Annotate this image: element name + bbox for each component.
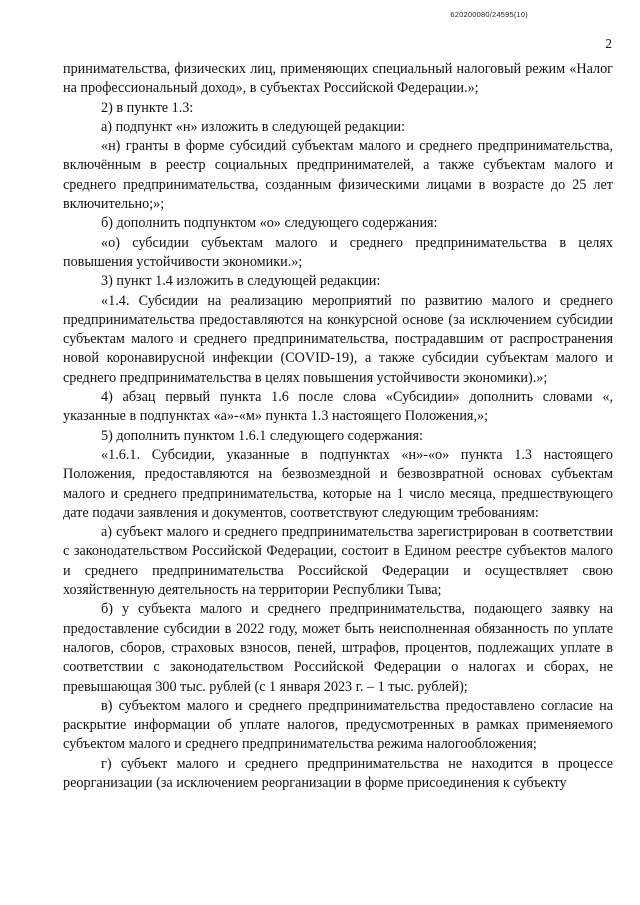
paragraph-subitem-b: б) дополнить подпунктом «о» следующего содержания: — [101, 215, 438, 232]
paragraph-clause-1-6-1: «1.6.1. Субсидии, указанные в подпунктах «н»-«о» пункта 1.3 настоящего Положения, предоставляются на безвозмездной и безвозвратной основах субъектам малого и среднего предпринимательства, которые на 1 число месяца, предшествующего дате подачи заявления и документов, соответствуют следующим требованиям: — [63, 446, 613, 521]
page-number: 2 — [605, 36, 612, 51]
paragraph-subpoint-n: «н) гранты в форме субсидий субъектам малого и среднего предпринимательства, включённым в реестр социальных предпринимателей, а также субъектам малого и среднего предпринимательства, созданным физическими лицами в возрасте до 25 лет включительно;»; — [63, 138, 613, 213]
paragraph-requirement-a: а) субъект малого и среднего предпринимательства зарегистрирован в соответствии с законодательством Российской Федерации, состоит в Едином реестре субъектов малого и среднего предпринимательства Российской Федерации и осуществляет свою хозяйственную деятельность на территории Республики Тыва; — [63, 524, 613, 599]
paragraph-subpoint-o: «о) субсидии субъектам малого и среднего предпринимательства в целях повышения устойчивости экономики.»; — [63, 234, 613, 270]
paragraph-continuation: принимательства, физических лиц, применяющих специальный налоговый режим «Налог на профессиональный доход», в субъектах Российской Федерации.»; — [63, 61, 613, 97]
paragraph-requirement-b: б) у субъекта малого и среднего предпринимательства, подающего заявку на предоставление субсидии в 2022 году, может быть неисполненная обязанность по уплате налогов, сборов, страховых взносов, пеней, штрафов, процентов, подлежащих уплате в соответствии с законодательством Российской Федерации о налогах и сборах, не превышающая 300 тыс. рублей (с 1 января 2023 г. – 1 тыс. рублей); — [63, 601, 613, 695]
document-body — [63, 60, 613, 793]
paragraph-item-5: 5) дополнить пунктом 1.6.1 следующего содержания: — [101, 427, 423, 444]
paragraph-clause-1-4: «1.4. Субсидии на реализацию мероприятий по развитию малого и среднего предпринимательства предоставляются на конкурсной основе (за исключением субсидии субъектам малого и среднего предпринимательства, пострадавшим от распространения новой коронавирусной инфекции (COVID-19), а также субсидии субъектам малого и среднего предпринимательства в целях повышения устойчивости экономики).»; — [63, 292, 613, 386]
paragraph-item-3: 3) пункт 1.4 изложить в следующей редакции: — [101, 273, 381, 290]
paragraph-subitem-a: а) подпункт «н» изложить в следующей редакции: — [101, 118, 406, 135]
paragraph-item-4: 4) абзац первый пункта 1.6 после слова «Субсидии» дополнить словами «, указанные в подпунктах «а»-«м» пункта 1.3 настоящего Положения,»; — [63, 389, 613, 425]
paragraph-requirement-g: г) субъект малого и среднего предпринимательства не находится в процессе реорганизации (за исключением реорганизации в форме присоединения к субъекту — [63, 755, 613, 791]
document-code: 620200080/24595(10) — [450, 10, 528, 19]
paragraph-item-2: 2) в пункте 1.3: — [101, 99, 194, 116]
paragraph-requirement-v: в) субъектом малого и среднего предпринимательства предоставлено согласие на раскрытие информации об уплате налогов, предусмотренных в рамках применяемого субъектом малого и среднего предпринимательства режима налогообложения; — [63, 697, 613, 753]
